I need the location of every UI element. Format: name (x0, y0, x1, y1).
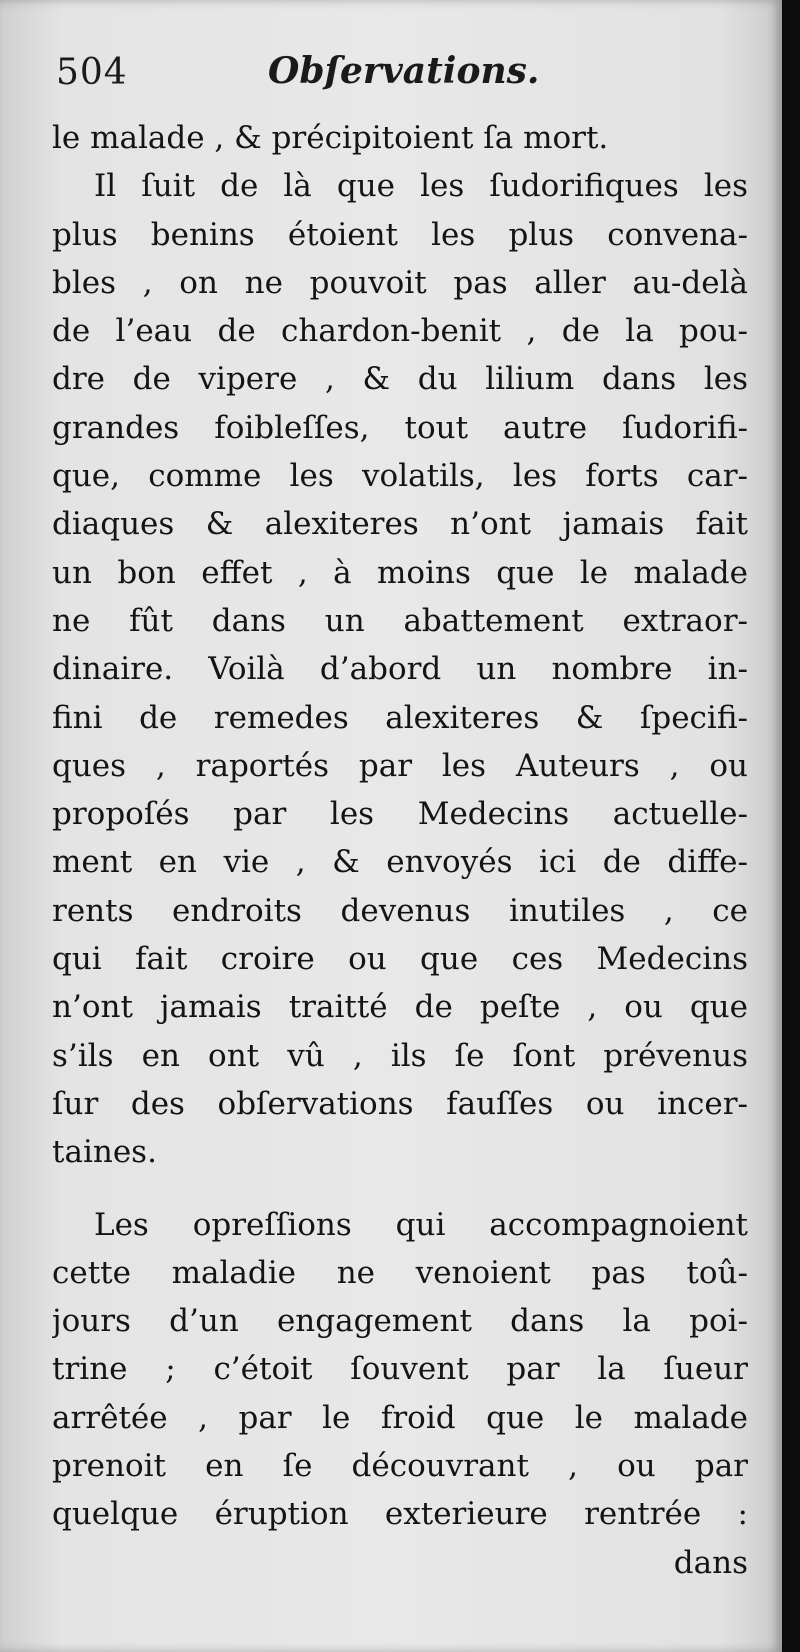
text-line: arrêtée , par le froid que le malade (52, 1399, 748, 1436)
text-line: quelque éruption exterieure rentrée : (52, 1496, 748, 1533)
text-line: n’ont jamais traitté de peſte , ou que (52, 989, 748, 1026)
page-number: 504 (56, 52, 128, 93)
text-line: bles , on ne pouvoit pas aller au-delà (52, 264, 748, 301)
text-line: de l’eau de chardon-benit , de la pou- (52, 313, 748, 350)
text-line: cette maladie ne venoient pas toû- (52, 1254, 748, 1291)
text-line: dre de vipere , & du lilium dans les (52, 361, 748, 398)
text-line: jours d’un engagement dans la poi- (52, 1303, 748, 1340)
text-line: que, comme les volatils, les forts car- (52, 458, 748, 495)
text-line: un bon effet , à moins que le malade (52, 554, 748, 591)
catchword: dans (673, 1544, 748, 1581)
text-line: diaques & alexiteres n’ont jamais fait (52, 506, 748, 543)
body-text (52, 114, 748, 1587)
text-line: Les opreſſions qui accompagnoient (94, 1206, 748, 1243)
text-line: le malade , & précipitoient ſa mort. (52, 120, 609, 156)
text-line: ſur des obſervations fauſſes ou incer- (52, 1085, 748, 1122)
text-line: prenoit en ſe découvrant , ou par (52, 1448, 748, 1485)
text-line: Il ſuit de là que les ſudorifiques les (94, 168, 748, 205)
text-line: ne fût dans un abattement extraor- (52, 602, 748, 639)
text-line: rents endroits devenus inutiles , ce (52, 892, 748, 929)
running-head: Obſervations. (268, 50, 540, 92)
text-line: grandes foibleſſes, tout autre ſudorifi- (52, 409, 748, 446)
page-header (50, 36, 750, 106)
text-line: ques , raportés par les Auteurs , ou (52, 747, 748, 784)
scan-edge (782, 0, 800, 1652)
text-line: propoſés par les Medecins actuelle- (52, 796, 748, 833)
text-line: dinaire. Voilà d’abord un nombre in- (52, 651, 748, 688)
text-line: qui fait croire ou que ces Medecins (52, 941, 748, 978)
text-line: trine ; c’étoit ſouvent par la ſueur (52, 1351, 748, 1388)
text-line: s’ils en ont vû , ils ſe ſont prévenus (52, 1037, 748, 1074)
text-line: plus benins étoient les plus convena- (52, 216, 748, 253)
text-line: fini de remedes alexiteres & ſpecifi- (52, 699, 748, 736)
text-line: taines. (52, 1134, 157, 1171)
text-line: ment en vie , & envoyés ici de diffe- (52, 844, 748, 881)
paragraph-gap (52, 1177, 748, 1201)
